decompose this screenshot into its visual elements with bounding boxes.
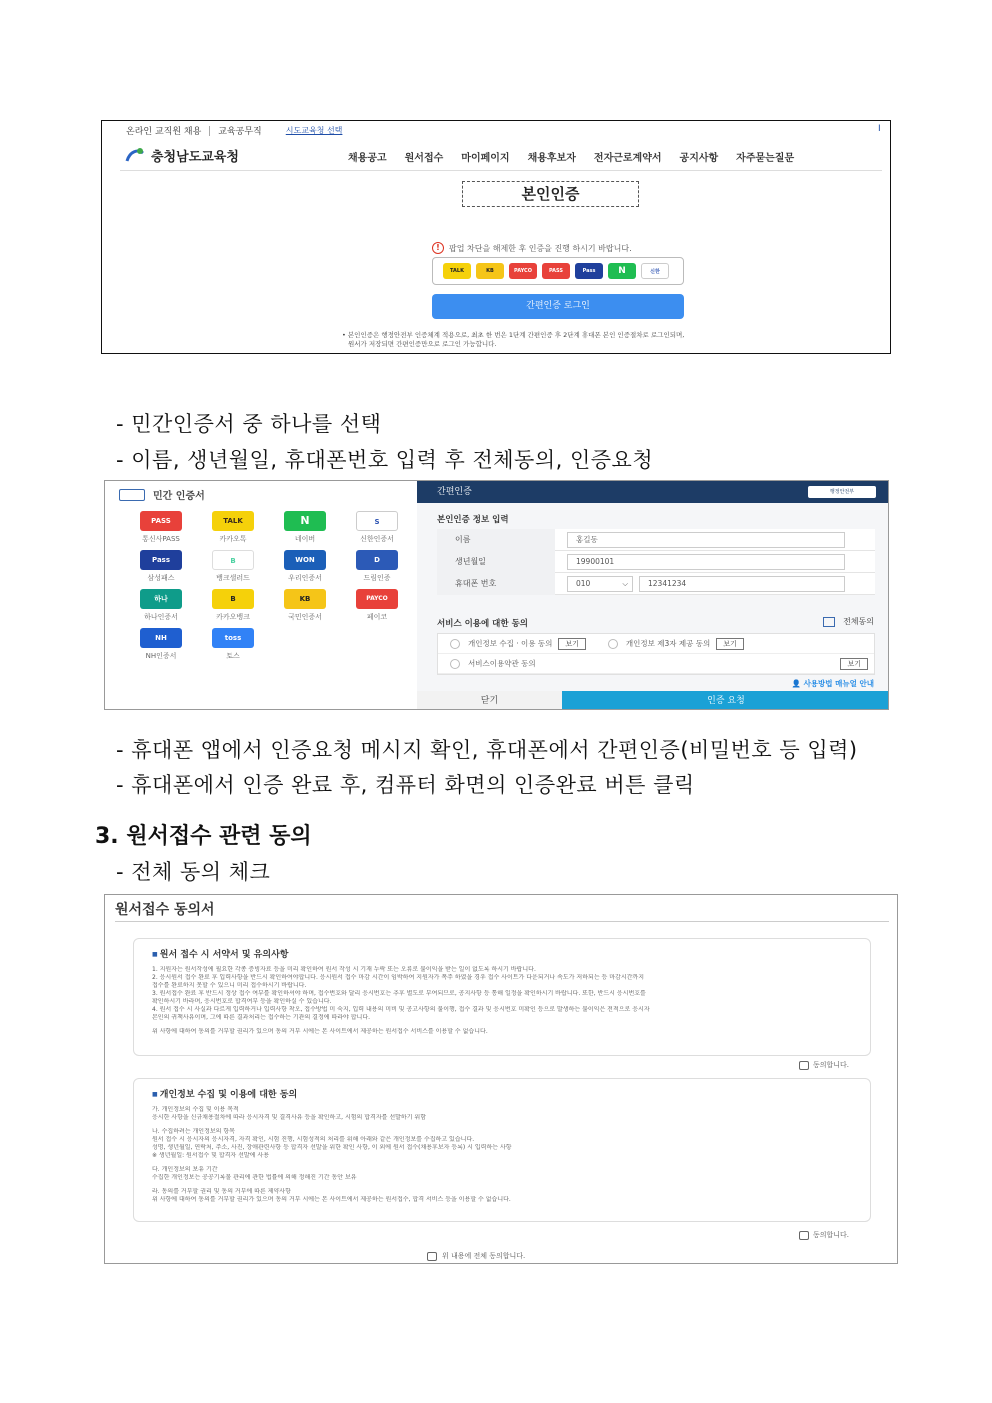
instruction-line-5: - 전체 동의 체크 xyxy=(116,860,271,884)
office-select-link[interactable]: 시도교육청 선택 xyxy=(285,126,343,135)
consent-form-screenshot xyxy=(104,894,898,1264)
instruction-line-4: - 휴대폰에서 인증 완료 후, 컴퓨터 화면의 인증완료 버튼 클릭 xyxy=(116,773,695,797)
cert-label: 네이버 xyxy=(294,535,316,543)
cert-label: 뱅크샐러드 xyxy=(216,574,250,582)
view-button[interactable]: 보기 xyxy=(558,638,586,650)
close-button[interactable]: 닫기 xyxy=(417,691,562,710)
cert-label: 우리인증서 xyxy=(288,574,322,582)
privacy-line: 원서 접수 시 응시자의 응시자격, 자격 확인, 시험 진행, 시험성적의 처리를 위해 아래와 같은 개인정보를 수집하고 있습니다. xyxy=(152,1136,475,1143)
hana-icon: 하나 xyxy=(140,589,182,609)
provider-naver-icon[interactable]: N xyxy=(608,263,636,279)
divider xyxy=(209,126,210,136)
privacy-agree[interactable] xyxy=(799,1230,849,1240)
consent-thirdparty-label: 개인정보 제3자 제공 동의 xyxy=(625,639,711,648)
pledge-line: 3. 원서접수 완료 후 반드시 정상 접수 여부를 확인하셔야 하며, 접수번호와 달리 응시번호는 추후 별도로 부여되므로, 공지사항 등 통해 일정을 확인하시기 바랍니다. 또한, 반드시 응시번호를 xyxy=(152,990,646,997)
nh-icon: NH xyxy=(140,628,182,648)
agree-all-checkbox[interactable] xyxy=(427,1252,437,1261)
cert-grid xyxy=(125,511,413,661)
cert-option[interactable] xyxy=(125,589,197,622)
phone-prefix-select[interactable] xyxy=(567,576,633,592)
toss-icon: toss xyxy=(212,628,254,648)
private-cert-panel xyxy=(105,481,417,710)
kb-icon: KB xyxy=(284,589,326,609)
cert-option[interactable] xyxy=(341,511,413,544)
consent-terms-label: 서비스이용약관 동의 xyxy=(468,659,536,668)
privacy-line: 성명, 생년월일, 연락처, 주소, 사진, 장애관련사항 등 합격자 선발을 위한 확인 사항, 이 외에 원서 접수(채용후보자 등록) 시 입력하는 사항 xyxy=(152,1144,512,1151)
pledge-title: ■ 원서 접수 시 서약서 및 유의사항 xyxy=(152,947,852,960)
instruction-line-1: - 민간인증서 중 하나를 선택 xyxy=(116,412,382,436)
cert-option[interactable] xyxy=(341,589,413,622)
chevron-down-icon: ⌵ xyxy=(622,578,628,588)
form-row-name xyxy=(437,529,875,551)
cert-option[interactable] xyxy=(269,511,341,544)
phone-prefix-value: 010 xyxy=(576,578,591,588)
samsung-pass-icon: Pass xyxy=(140,550,182,570)
privacy-line: 가. 개인정보의 수집 및 이용 목적 xyxy=(152,1106,239,1113)
footnote-line-1: • 본인인증은 행정안전부 인증체계 적용으로, 최초 한 번은 1단계 간편인증 후 2단계 휴대폰 본인 인증절차로 로그인되며, xyxy=(342,331,685,339)
nav-item-candidates[interactable]: 채용후보자 xyxy=(527,153,576,164)
privacy-agree-checkbox[interactable] xyxy=(799,1231,809,1240)
simple-auth-login-button[interactable]: 간편인증 로그인 xyxy=(432,294,684,319)
consent-list xyxy=(437,633,875,675)
agree-all-toggle[interactable] xyxy=(823,616,874,627)
banksalad-icon: B xyxy=(212,550,254,570)
pledge-line: 접수를 완료하지 못할 수 있으니 미리 접수하시기 바랍니다. xyxy=(152,982,307,989)
cert-label: 통신사PASS xyxy=(142,535,180,543)
simple-auth-panel xyxy=(417,481,889,710)
section-heading-3: 3. 원서접수 관련 동의 xyxy=(95,824,312,849)
topbar-link-recruit[interactable]: 온라인 교직원 채용 xyxy=(126,127,202,137)
phone-label: 휴대폰 번호 xyxy=(437,573,555,595)
cert-label: 드림인증 xyxy=(363,574,391,582)
form-row-birth xyxy=(437,551,875,573)
auth-request-button[interactable]: 인증 요청 xyxy=(562,691,889,710)
view-button[interactable]: 보기 xyxy=(716,638,744,650)
pass-icon: PASS xyxy=(140,511,182,531)
provider-kakao-icon[interactable]: TALK xyxy=(443,263,471,279)
site-logo[interactable] xyxy=(124,146,239,165)
nav-item-mypage[interactable]: 마이페이지 xyxy=(461,153,510,164)
provider-samsung-pass-icon[interactable]: Pass xyxy=(575,263,603,279)
cert-label: 토스 xyxy=(226,652,240,660)
manual-link[interactable] xyxy=(792,678,874,689)
instruction-line-3: - 휴대폰 앱에서 인증요청 메시지 확인, 휴대폰에서 간편인증(비밀번호 등 입력) xyxy=(116,738,858,762)
cert-option[interactable] xyxy=(269,550,341,583)
agree-all-line[interactable] xyxy=(427,1251,525,1261)
naver-icon: N xyxy=(284,511,326,531)
view-button[interactable]: 보기 xyxy=(840,658,868,670)
consent-form-title: 원서접수 동의서 xyxy=(115,902,215,918)
cert-option[interactable] xyxy=(269,589,341,622)
cert-label: 삼성패스 xyxy=(147,574,175,582)
pledge-line: 2. 응시원서 접수 완료 후 입력사항을 반드시 확인하여야합니다. 응시원서 접수 마감 시간이 임박하여 지원자가 폭주 하였을 경우 접수 사이트가 다운되거나 속도가 저하되는 등 마감시간까지 xyxy=(152,974,644,981)
manual-link-text: 사용방법 매뉴얼 안내 xyxy=(803,679,874,688)
main-nav xyxy=(348,149,794,164)
nav-item-apply[interactable]: 원서접수 xyxy=(404,153,444,164)
consent-section-title: 서비스 이용에 대한 동의 xyxy=(437,619,528,629)
agree-all-text: 위 내용에 전체 동의합니다. xyxy=(442,1252,526,1260)
privacy-line: 수집한 개인정보는 공공기록물 관리에 관한 법률에 의해 정해진 기간 동안 보유 xyxy=(152,1174,357,1181)
pledge-line: 1. 지원자는 원서작성에 필요한 각종 증빙자료 등을 미리 확인하여 원서 작성 시 기재 누락 또는 오류로 불이익을 받는 일이 없도록 하시기 바랍니다. xyxy=(152,966,536,973)
topbar-end-mark: I xyxy=(878,124,881,134)
provider-shinhan-icon[interactable]: 신한 xyxy=(641,263,669,279)
cert-option[interactable] xyxy=(125,628,197,661)
name-field[interactable]: 홍길동 xyxy=(567,532,845,548)
pledge-agree[interactable] xyxy=(799,1060,849,1070)
privacy-box xyxy=(133,1078,871,1222)
private-cert-title: 민간 인증서 xyxy=(153,491,205,502)
woori-icon: WON xyxy=(284,550,326,570)
topbar-link-staff[interactable]: 교육공무직 xyxy=(218,127,262,137)
cert-label: 카카오톡 xyxy=(219,535,247,543)
pledge-tail: 위 사항에 대하여 동의를 거부할 권리가 있으며 동의 거부 시에는 본 사이트에서 제공하는 원서접수 서비스를 이용할 수 없습니다. xyxy=(152,1028,488,1035)
privacy-title: ■ 개인정보 수집 및 이용에 대한 동의 xyxy=(152,1087,852,1100)
privacy-line: 나. 수집하려는 개인정보의 항목 xyxy=(152,1128,235,1135)
form-row-phone xyxy=(437,573,875,595)
birth-field[interactable]: 19900101 xyxy=(567,554,845,570)
cert-option[interactable] xyxy=(125,511,197,544)
phone-field[interactable]: 12341234 xyxy=(639,576,845,592)
popup-notice xyxy=(432,242,632,254)
simple-auth-header xyxy=(417,481,889,503)
provider-payco-icon[interactable]: PAYCO xyxy=(509,263,537,279)
cert-option[interactable] xyxy=(197,589,269,622)
pledge-line: 본인의 귀책사유이며, 그에 따른 결과처리는 접수하는 기관의 결정에 따라야 합니다. xyxy=(152,1014,371,1021)
name-label: 이름 xyxy=(437,529,555,551)
cert-label: 하나인증서 xyxy=(144,613,178,621)
logo-text: 충청남도교육청 xyxy=(151,150,239,165)
cert-label: 국민인증서 xyxy=(288,613,322,621)
action-bar xyxy=(417,691,889,710)
popup-notice-text: 팝업 차단을 해제한 후 인증을 진행 하시기 바랍니다. xyxy=(449,243,632,253)
consent-radio[interactable] xyxy=(450,659,460,669)
nav-item-notices[interactable]: 채용공고 xyxy=(348,153,387,164)
pledge-box xyxy=(133,938,871,1056)
cert-label: 신한인증서 xyxy=(360,535,394,543)
pledge-agree-checkbox[interactable] xyxy=(799,1061,809,1070)
pledge-line: 4. 원서 접수 시 사실과 다르게 입력하거나 입력사항 착오, 접수방법 미 숙지, 입력 내용의 미비 및 공고사항의 불이행, 접수 결과 및 응시번호 미확인 등으로 발생하는 불이익은 전적으로 응시자 xyxy=(152,1006,650,1013)
nav-item-contract[interactable]: 전자근로계약서 xyxy=(593,153,662,164)
identity-section-title: 본인인증 정보 입력 xyxy=(437,515,509,525)
privacy-line: 라. 동의를 거부할 권리 및 동의 거부에 따른 제약사항 xyxy=(152,1188,291,1195)
cert-label: 페이코 xyxy=(366,613,388,621)
privacy-line: 응시한 사항을 신규채용절차에 따라 응시자격 및 결격사유 등을 확인하고, 시험의 합격자를 선발하기 위함 xyxy=(152,1114,427,1121)
consent-row xyxy=(438,654,874,674)
pledge-line: 확인하시기 바라며, 응시번호로 합격여부 등을 확인하실 수 있습니다. xyxy=(152,998,332,1005)
auth-footnote xyxy=(342,331,842,349)
kakaobank-icon: B xyxy=(212,589,254,609)
gov-badge: 행정안전부 xyxy=(808,486,876,498)
certificate-icon xyxy=(119,489,145,501)
identity-form xyxy=(437,529,875,595)
privacy-line: ※ 생년월일: 원서접수 및 합격자 선발에 사용 xyxy=(152,1152,270,1159)
agree-all-label: 전체동의 xyxy=(843,617,874,626)
pledge-agree-label: 동의합니다. xyxy=(812,1061,849,1069)
agree-all-checkbox[interactable] xyxy=(823,617,835,627)
logo-icon xyxy=(124,147,146,165)
shinhan-icon: S xyxy=(356,511,398,531)
cert-option[interactable] xyxy=(197,628,269,661)
page-title: 본인인증 xyxy=(462,181,639,207)
consent-row xyxy=(438,634,874,654)
warning-icon: ! xyxy=(432,242,444,254)
consent-radio[interactable] xyxy=(608,639,618,649)
top-utility-bar xyxy=(126,124,881,137)
instruction-line-2: - 이름, 생년월일, 휴대폰번호 입력 후 전체동의, 인증요청 xyxy=(116,448,654,472)
cert-label: NH인증서 xyxy=(145,652,177,660)
private-cert-header xyxy=(119,487,205,502)
provider-pass-icon[interactable]: PASS xyxy=(542,263,570,279)
cert-label: 카카오뱅크 xyxy=(216,613,250,621)
consent-form-body xyxy=(115,921,889,1261)
cert-option[interactable] xyxy=(197,511,269,544)
nav-item-faq[interactable]: 자주묻는질문 xyxy=(736,153,795,164)
payco-icon: PAYCO xyxy=(356,589,398,609)
consent-radio[interactable] xyxy=(450,639,460,649)
birth-label: 생년월일 xyxy=(437,551,555,573)
dream-icon: D xyxy=(356,550,398,570)
provider-strip xyxy=(432,257,684,285)
site-screenshot xyxy=(101,120,891,354)
cert-option[interactable] xyxy=(125,550,197,583)
cert-option[interactable] xyxy=(341,550,413,583)
footnote-line-2: 원서가 저장되면 간편인증만으로 로그인 가능합니다. xyxy=(348,340,497,348)
privacy-line: 다. 개인정보의 보유 기간 xyxy=(152,1166,218,1173)
privacy-agree-label: 동의합니다. xyxy=(812,1231,849,1239)
cert-auth-screenshot xyxy=(104,480,889,710)
provider-kb-icon[interactable]: KB xyxy=(476,263,504,279)
consent-collect-label: 개인정보 수집 · 이용 동의 xyxy=(468,639,553,648)
user-icon: 👤 xyxy=(791,679,804,688)
privacy-line: 위 사항에 대하여 동의를 거부할 권리가 있으며 동의 거부 시에는 본 사이트에서 제공하는 원서접수, 합격 서비스 등을 이용할 수 없습니다. xyxy=(152,1196,511,1203)
kakao-icon: TALK xyxy=(212,511,254,531)
cert-option[interactable] xyxy=(197,550,269,583)
nav-item-announcements[interactable]: 공지사항 xyxy=(679,153,719,164)
header-divider xyxy=(120,170,882,171)
simple-auth-title: 간편인증 xyxy=(437,487,472,497)
